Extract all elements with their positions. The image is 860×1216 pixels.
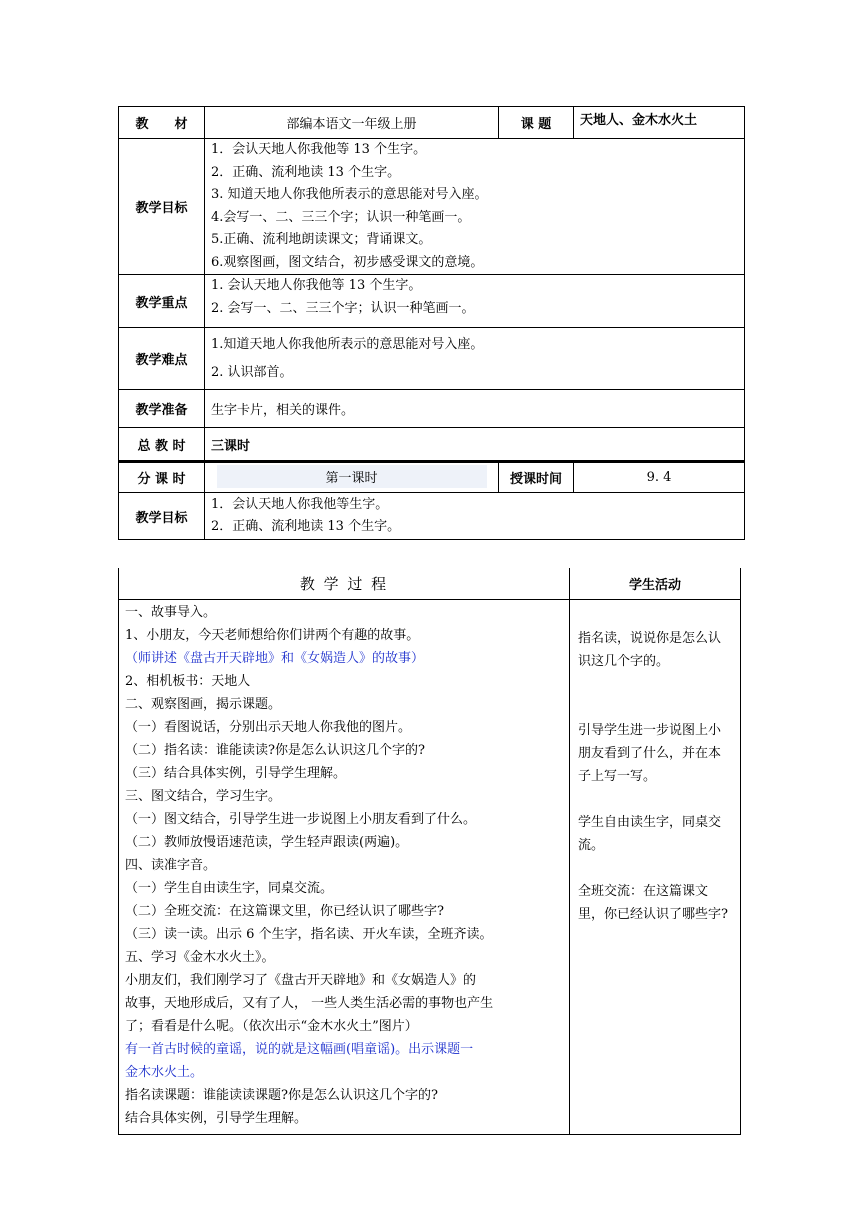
process-line: 了；看看是什么呢。（依次出示“金木水火土”图片） xyxy=(125,1018,418,1034)
process-line: 有一首古时候的童谣，说的就是这幅画(唱童谣)。出示课题一 xyxy=(125,1041,474,1057)
process-line: （三）读一读。出示 6 个生字，指名读、开火车读，全班齐读。 xyxy=(125,926,493,942)
objective-item: 4.会写一、二、三三个字；认识一种笔画一。 xyxy=(211,209,471,225)
lesson-info-table xyxy=(118,106,745,462)
topic-value: 天地人、金木水火土 xyxy=(574,107,745,139)
process-line: 小朋友们，我们刚学习了《盘古开天辟地》和《女娲造人》的 xyxy=(125,972,477,988)
process-line: 五、学习《金木水火土》。 xyxy=(125,949,275,965)
process-line: （二）全班交流：在这篇课文里，你已经认识了哪些字? xyxy=(125,903,444,919)
process-header: 教 学 过 程 xyxy=(119,568,570,599)
period-objective-item: 1．会认天地人你我他等生字。 xyxy=(211,496,389,512)
difficulties-list xyxy=(205,328,745,390)
process-line: 1、小朋友，今天老师想给你们讲两个有趣的故事。 xyxy=(125,627,420,643)
period-objectives-list xyxy=(205,493,745,540)
process-line: 三、图文结合，学习生字。 xyxy=(125,788,282,804)
difficulties-label: 教学难点 xyxy=(119,328,205,390)
activity-item: 全班交流：在这篇课文里，你已经认识了哪些字? xyxy=(578,883,728,922)
objectives-list xyxy=(205,139,745,275)
activity-header: 学生活动 xyxy=(570,568,741,599)
topic-label: 课 题 xyxy=(499,107,574,139)
process-line: （二）教师放慢语速范读，学生轻声跟读(两遍)。 xyxy=(125,834,409,850)
process-line: （一）图文结合，引导学生进一步说图上小朋友看到了什么。 xyxy=(125,811,477,827)
process-line: 金木水火土。 xyxy=(125,1064,204,1080)
period-value: 第一课时 xyxy=(217,465,487,488)
objectives-label: 教学目标 xyxy=(119,139,205,275)
period-table xyxy=(118,462,745,540)
period-cell xyxy=(205,463,499,493)
process-line: 故事，天地形成后，又有了人， 一些人类生活必需的事物也产生 xyxy=(125,995,494,1011)
activity-item: 引导学生进一步说图上小朋友看到了什么，并在本子上写一写。 xyxy=(578,722,722,784)
process-line: （三）结合具体实例，引导学生理解。 xyxy=(125,765,347,781)
total-time-value: 三课时 xyxy=(205,428,745,462)
key-points-label: 教学重点 xyxy=(119,275,205,328)
difficulty-item: 1.知道天地人你我他所表示的意思能对号入座。 xyxy=(211,336,484,352)
process-content xyxy=(119,599,570,1134)
process-line: 二、观察图画，揭示课题。 xyxy=(125,696,282,712)
process-line: （师讲述《盘古开天辟地》和《女娲造人》的故事） xyxy=(125,650,425,666)
preparation-value: 生字卡片，相关的课件。 xyxy=(205,390,745,428)
activity-item: 学生自由读生字，同桌交流。 xyxy=(578,814,722,853)
objective-item: 1．会认天地人你我他等 13 个生字。 xyxy=(211,142,427,157)
key-point-item: 1. 会认天地人你我他等 13 个生字。 xyxy=(211,278,422,293)
process-line: （一）学生自由读生字，同桌交流。 xyxy=(125,880,334,896)
activity-content xyxy=(570,599,741,1134)
process-line: 结合具体实例，引导学生理解。 xyxy=(125,1110,308,1126)
process-line: 四、读准字音。 xyxy=(125,857,217,873)
key-point-item: 2. 会写一、二、三三个字；认识一种笔画一。 xyxy=(211,300,475,316)
material-value: 部编本语文一年级上册 xyxy=(205,107,499,139)
objective-item: 2．正确、流利地读 13 个生字。 xyxy=(211,164,401,180)
objective-item: 6.观察图画，图文结合，初步感受课文的意境。 xyxy=(211,254,484,270)
material-label: 教 材 xyxy=(119,107,205,139)
objective-item: 3. 知道天地人你我他所表示的意思能对号入座。 xyxy=(211,187,488,202)
process-line: 2、相机板书：天地人 xyxy=(125,673,251,689)
process-line: 一、故事导入。 xyxy=(125,604,217,620)
period-objectives-label: 教学目标 xyxy=(119,493,205,540)
total-time-label: 总 教 时 xyxy=(119,428,205,462)
period-objective-item: 2．正确、流利地读 13 个生字。 xyxy=(211,519,401,534)
process-table xyxy=(118,568,741,1135)
period-label: 分 课 时 xyxy=(119,463,205,493)
process-line: 指名读课题：谁能读读课题?你是怎么认识这几个字的? xyxy=(125,1087,438,1103)
objective-item: 5.正确、流利地朗读课文；背诵课文。 xyxy=(211,232,432,247)
key-points-list xyxy=(205,275,745,328)
date-label: 授课时间 xyxy=(499,463,574,493)
difficulty-item: 2. 认识部首。 xyxy=(211,364,293,380)
process-line: （二）指名读：谁能读读?你是怎么认识这几个字的? xyxy=(125,742,425,758)
activity-item: 指名读，说说你是怎么认识这几个字的。 xyxy=(578,630,722,669)
process-line: （一）看图说话，分别出示天地人你我他的图片。 xyxy=(125,719,412,735)
preparation-label: 教学准备 xyxy=(119,390,205,428)
date-value: 9. 4 xyxy=(574,463,745,493)
